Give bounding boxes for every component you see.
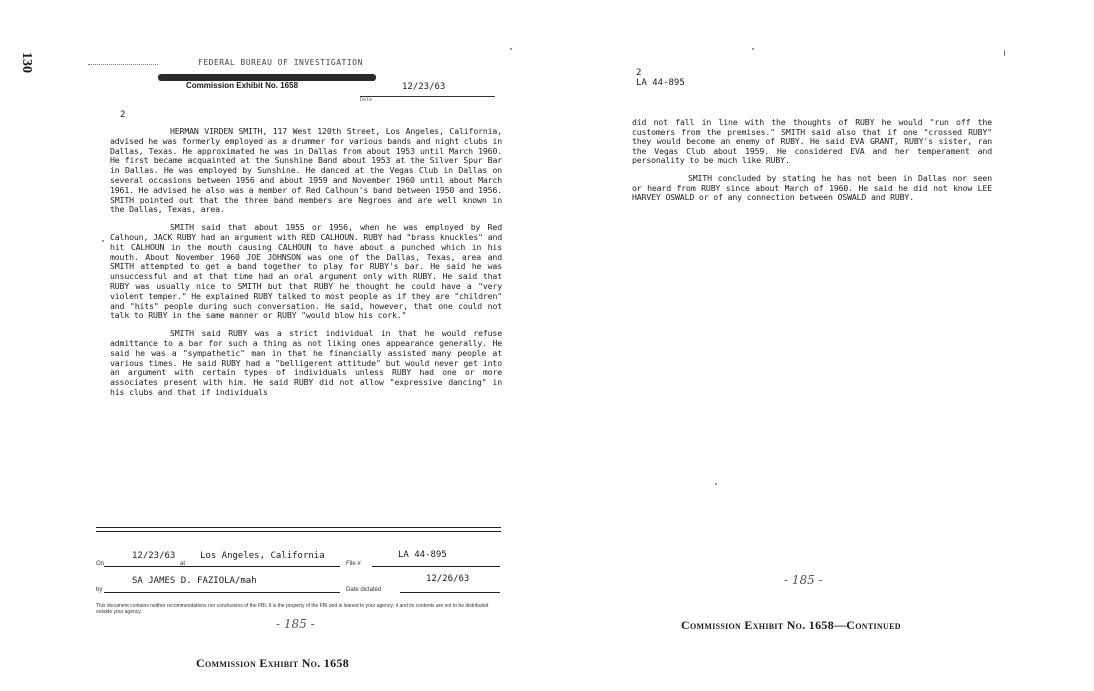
dictated-label: Date dictated (346, 587, 382, 593)
at-label: at (180, 561, 186, 567)
file-line (372, 566, 500, 567)
page-number: 130 (19, 52, 34, 73)
footer-rule-top (96, 527, 501, 528)
date-line (360, 96, 495, 97)
file-number: LA 44-895 (398, 550, 447, 560)
footer-rule-top-2 (96, 531, 501, 532)
date-dictated: 12/26/63 (426, 574, 470, 584)
agent-line (104, 592, 340, 593)
paragraph: HERMAN VIRDEN SMITH, 117 West 120th Street, Los Angeles, California, advised he was formerly employed as a drummer for various bands and night clubs in Dallas, Texas. He approximated he was in Dallas from about 1953 until March 1960. He first became acquainted at the Sunshine Band about 1953 at the Silver Spur Bar in Dallas. He was employed by Sunshine. He danced at the Vegas Club in Dallas on several occasions between 1956 and about 1959 and November 1960 until about March 1961. He advised he also was a member of Red Calhoun's band between 1950 and 1956. SMITH pointed out that the three band members are Negroes and are well known in the Dallas, Texas, area. (110, 126, 502, 215)
file-number: LA 44-895 (636, 78, 685, 88)
agency-name: FEDERAL BUREAU OF INVESTIGATION (198, 58, 363, 67)
fbi-letterhead (88, 58, 363, 67)
right-body-text (632, 118, 992, 211)
left-body-text (110, 127, 502, 406)
redaction-bar (158, 74, 376, 81)
letterhead-smudge (88, 64, 158, 65)
scan-speck (715, 483, 717, 485)
on-label: On (96, 561, 105, 567)
page-mark: 2 (120, 110, 126, 120)
handwritten-page-number: - 185 - (276, 617, 315, 631)
exhibit-caption: Commission Exhibit No. 1658 (196, 656, 350, 670)
file-label: File # (346, 561, 361, 567)
page-mark: 2 (636, 68, 642, 78)
scan-speck (752, 48, 754, 50)
exhibit-caption: Commission Exhibit No. 1658—Continued (681, 618, 901, 632)
dictated-line (400, 592, 500, 593)
scan-speck (510, 48, 512, 50)
interview-location: Los Angeles, California (200, 551, 325, 561)
right-header (636, 68, 685, 88)
handwritten-page-number: - 185 - (784, 573, 823, 587)
paragraph: SMITH concluded by stating he has not been in Dallas nor seen or heard from RUBY since about March of 1960. He said he did not know LEE HARVEY OSWALD or of any connection between OSWALD and RUBY. (632, 172, 992, 203)
date-label: Date (360, 97, 373, 103)
interview-date: 12/23/63 (132, 551, 176, 561)
paragraph: did not fall in line with the thoughts of RUBY he would "run off the customers from the premises." SMITH said also that if one "crossed RUBY" they would become an enemy of RUBY. He said EVA GRANT, RUBY's sister, ran the Vegas Club about 1959. He considered EVA and her temperament and personality to be much like RUBY. (632, 117, 992, 166)
scan-speck (1004, 50, 1005, 56)
by-label: by (96, 587, 103, 593)
paragraph: SMITH said that about 1955 or 1956, when he was employed by Red Calhoun, JACK RUBY had an argument with RED CALHOUN. RUBY had "brass knuckles" and hit CALHOUN in the mouth causing CALHOUN to have about a punched which in his mouth. About November 1960 JOE JOHNSON was one of the Dallas, Texas, area and SMITH attempted to get a band together to play for RUBY's bar. He said he was unsuccessful and at that time had an oral argument only with RUBY. He said that RUBY was usually nice to SMITH but that RUBY he thought he could have a "very violent temper." He explained RUBY talked to most people as if they are "children" and "hits" people during such conversation. He said, however, that one could not talk to RUBY in the same manner or RUBY "would blow his cork." (110, 222, 502, 321)
location-line (104, 566, 340, 567)
paragraph: SMITH said RUBY was a strict individual in that he would refuse admittance to a bar for such a thing as not liking ones appearance generally. He said he was a "sympathetic" man in that he financially assisted many people at various times. He said RUBY had a "belligerent attitude" but would never get into an argument with certain types of individuals unless RUBY had one or more associates present with him. He said RUBY did not allow "expressive dancing" in his clubs and that if individuals (110, 328, 502, 397)
agent-name: SA JAMES D. FAZIOLA/mah (132, 576, 257, 586)
exhibit-stamp: Commission Exhibit No. 1658 (186, 81, 299, 90)
fbi-disclaimer: This document contains neither recommendations nor conclusions of the FBI. It is the property of the FBI and is loaned to your agency; it and its contents are not to be distributed outside your agency. (96, 603, 489, 615)
scan-speck (102, 240, 104, 242)
date-top: 12/23/63 (402, 82, 446, 92)
